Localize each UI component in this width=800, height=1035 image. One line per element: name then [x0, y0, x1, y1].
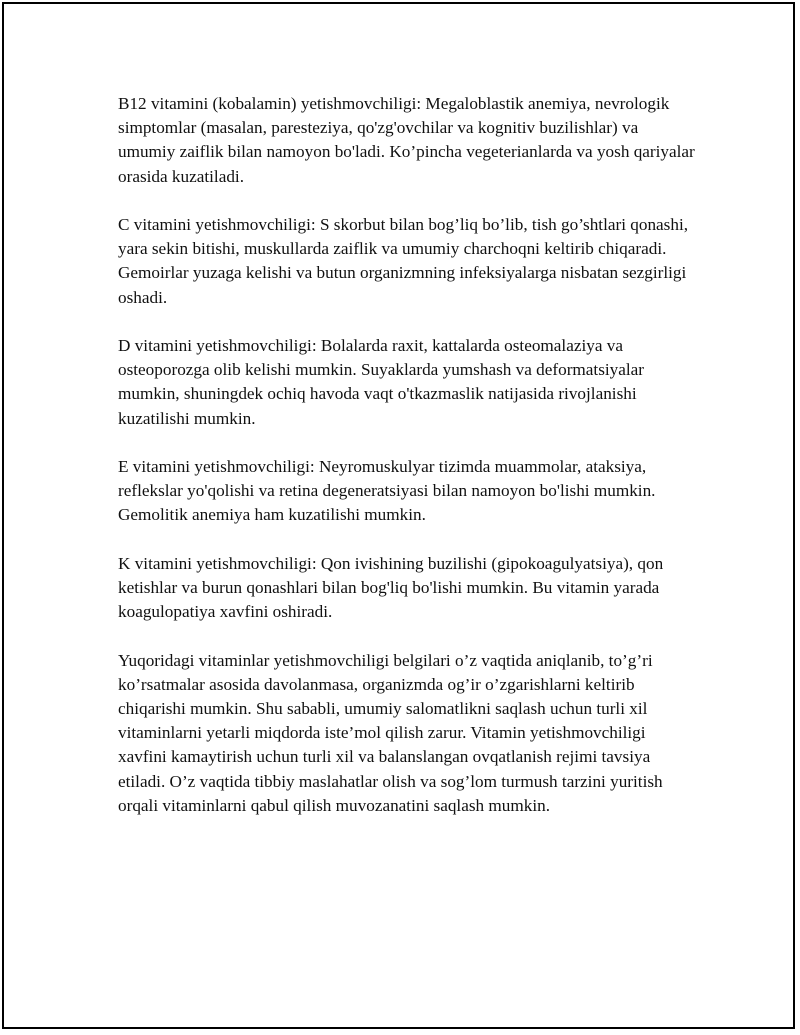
paragraph-k-vitamin: K vitamini yetishmovchiligi: Qon ivishining buzilishi (gipokoagulyatsiya), qon ketishlar va burun qonashlari bilan bog'liq bo'lishi mumkin. Bu vitamin yarada koagulopatiya xavfini oshiradi.: [118, 553, 664, 622]
paragraph-b12-vitamin: B12 vitamini (kobalamin) yetishmovchiligi: Megaloblastik anemiya, nevrologik simptomlar (masalan, paresteziya, qo'zg'ovchilar va kognitiv buzilishlar) va umumiy zaiflik bilan namoyon bo'ladi. Ko’pincha vegeterianlarda va yosh qariyalar orasida kuzatiladi.: [118, 94, 695, 186]
paragraph-e-vitamin: E vitamini yetishmovchiligi: Neyromuskulyar tizimda muammolar, ataksiya, reflekslar yo'qolishi va retina degeneratsiyasi bilan namoyon bo'lishi mumkin. Gemolitik anemiya ham kuzatilishi mumkin.: [118, 457, 656, 525]
paragraph-d-vitamin: D vitamini yetishmovchiligi: Bolalarda raxit, kattalarda osteomalaziya va osteoporozga olib kelishi mumkin. Suyaklarda yumshash va deformatsiyalar mumkin, shuningdek ochiq havoda vaqt o'tkazmaslik natijasida rivojlanishi kuzatilishi mumkin.: [118, 336, 645, 428]
document-body: [118, 92, 698, 842]
paragraph-conclusion: Yuqoridagi vitaminlar yetishmovchiligi belgilari o’z vaqtida aniqlanib, to’g’ri ko’rsatmalar asosida davolanmasa, organizmda og’ir o’zgarishlarni keltirib chiqarishi mumkin. Shu sababli, umumiy salomatlikni saqlash uchun turli xil vitaminlarni yetarli miqdorda iste’mol qilish zarur. Vitamin yetishmovchiligi xavfini kamaytirish uchun turli xil va balanslangan ovqatlanish rejimi tavsiya etiladi. O’z vaqtida tibbiy maslahatlar olish va sog’lom turmush tarzini yuritish orqali vitaminlarni qabul qilish muvozanatini saqlash mumkin.: [118, 650, 663, 815]
paragraph-c-vitamin: C vitamini yetishmovchiligi: S skorbut bilan bog’liq bo’lib, tish go’shtlari qonashi, yara sekin bitishi, muskullarda zaiflik va umumiy charchoqni keltirib chiqaradi. Gemoirlar yuzaga kelishi va butun organizmning infeksiyalarga nisbatan sezgirligi oshadi.: [118, 215, 689, 307]
